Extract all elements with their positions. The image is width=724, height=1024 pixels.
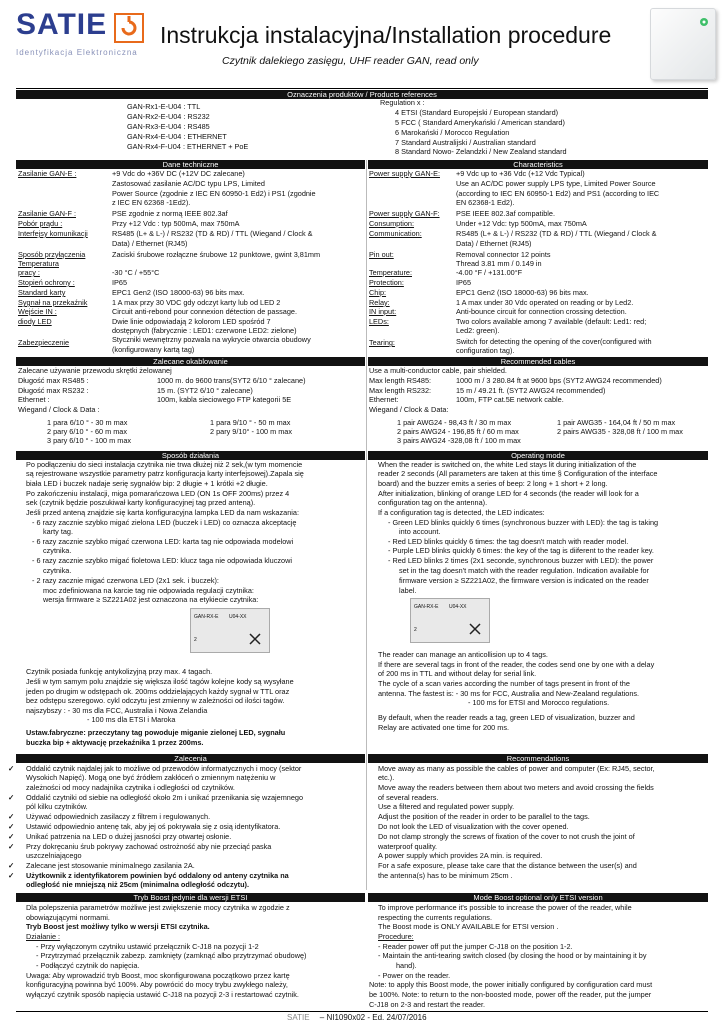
text-line: If a configuration tag is detected, the LED indicates: <box>378 508 545 517</box>
text-line: Do not clamp strongly the screws of fixation of the cover to not crush the joint of <box>378 832 635 841</box>
text-line: firmware version ≥ SZ221A02, the firmware version is indicated on the reader <box>399 576 649 585</box>
text-line: Use a multi-conductor cable, pair shielded. <box>369 366 507 375</box>
logo-mark-icon <box>114 13 144 43</box>
text-line: Tearing: <box>369 338 395 347</box>
text-line: (konfigurowany kartą tag) <box>112 345 195 354</box>
text-line: Używać odpowiednich zasilaczy z filtrem i regulowanych. <box>26 812 211 821</box>
checkmark-icon: ✓ <box>8 842 15 851</box>
text-line: etc.). <box>378 773 395 782</box>
text-line: 8 Standard Nowo- Zelandzki / New Zealand standard <box>395 147 567 156</box>
firmware-label-image-pl <box>190 608 270 653</box>
text-line: By default, when the reader reads a tag, green LED of visualization, buzzer and <box>378 713 635 722</box>
text-line: Anti-bounce circuit for connection crossing detection. <box>456 307 627 316</box>
text-line: Wiegand / Clock & Data : <box>18 405 100 414</box>
text-line: the antenna(s) has to be minimum 25cm . <box>378 871 513 880</box>
text-line: - Reader power off put the jumper C-J18 on the position 1-2. <box>378 942 573 951</box>
text-line: Move away as many as possible the cables of power and computer (Ex: RJ45, sector, <box>378 764 655 773</box>
logo-text: SATIE <box>16 8 108 41</box>
text-line: Max length RS232: <box>369 386 432 395</box>
text-line: 15 m / 49.21 ft. (SYT2 AWG24 recommended) <box>456 386 606 395</box>
text-line: Zalecane używanie przewodu skrętki żelowanej <box>18 366 172 375</box>
cross-mark-icon <box>249 633 261 645</box>
text-line: antenna. The fastest is: - 30 ms for FCC, Australia and New-Zealand regulations. <box>378 689 640 698</box>
text-line: Two colors available among 7 available (default: Led1: red; <box>456 317 647 326</box>
text-line: hand). <box>396 961 417 970</box>
text-line: odległość nie mniejszą niż 25cm (minimalna odległość odczytu). <box>26 880 250 889</box>
text-line: into account. <box>399 527 441 536</box>
section-characteristics: Characteristics <box>368 160 708 169</box>
text-line: Switch for detecting the opening of the cover(configured with <box>456 337 652 346</box>
text-line: 2 pary 6/10 ° - 60 m max <box>47 427 127 436</box>
text-line: respecting the currents regulations. <box>378 913 492 922</box>
text-line: Power supply GAN-E: <box>369 169 440 178</box>
checkmark-icon: ✓ <box>8 822 15 831</box>
text-line: Tryb Boost jest możliwy tylko w wersji ETSI czytnika. <box>26 922 210 931</box>
label-version: U04-XX <box>229 614 247 620</box>
text-line: zależności od mocy nadajnika czytnika i odległości od czytników. <box>26 783 235 792</box>
text-line: The reader can manage an anticollision up to 4 tags. <box>378 650 548 659</box>
text-line: After initialization, blinking of orange LED for 4 seconds (the reader will look for a <box>378 489 639 498</box>
text-line: Po podłączeniu do sieci instalacja czytnika nie trwa dłużej niż 2 sek,(w tym momencie <box>26 460 303 469</box>
text-line: są rejestrowane wszystkie parametry patrz konfiguracja karty interfejsowej).Zapala się <box>26 469 304 478</box>
text-line: Chip: <box>369 288 387 297</box>
text-line: +9 Vdc up to +36 Vdc (+12 Vdc Typical) <box>456 169 585 178</box>
text-line: Zasilanie GAN-F : <box>18 209 76 218</box>
column-divider <box>366 160 367 890</box>
section-tryb-boost: Tryb Boost jedynie dla wersji ETSI <box>16 893 365 902</box>
text-line: IN input: <box>369 307 397 316</box>
section-dane-techniczne: Dane techniczne <box>16 160 365 169</box>
text-line: dostępnych (fabrycznie : LED1: czerwone LED2: zielone) <box>112 326 297 335</box>
text-line: Temperatura <box>18 259 59 268</box>
text-line: 3 pary 6/10 ° - 100 m max <box>47 436 132 445</box>
text-line: Protection: <box>369 278 404 287</box>
text-line: label. <box>399 586 417 595</box>
text-line: 5 FCC ( Standard Amerykański / American standard) <box>395 118 565 127</box>
text-line: Unikać patrzenia na LED o dużej jasności przy otwartej osłonie. <box>26 832 232 841</box>
text-line: 1000 m / 3 280.84 ft at 9600 bps (SYT2 AWG24 recommended) <box>456 376 662 385</box>
text-line: Jeśli przed anteną znajdzie się karta konfiguracyjna lampka LED da nam wskazania: <box>26 508 299 517</box>
text-line: set in the tag doesn't match with the reader regulation. Indication available for <box>399 566 650 575</box>
text-line: Communication: <box>369 229 422 238</box>
text-line: Wejście IN : <box>18 307 57 316</box>
checkmark-icon: ✓ <box>8 871 15 880</box>
text-line: Oddalić czytniki od siebie na odległość około 2m i unikać przenikania się wzajemnego <box>26 793 304 802</box>
text-line: Ethernet: <box>369 395 399 404</box>
text-line: 2 pairs AWG35 - 328,08 ft / 100 m max <box>557 427 683 436</box>
text-line: C-J18 on 2-3 and restart the reader. <box>369 1000 486 1009</box>
text-line: GAN-Rx1-E-U04 : TTL <box>127 102 201 111</box>
section-zalecenia: Zalecenia <box>16 754 365 763</box>
text-line: jeden po drugim w odstępach ok. 200ms oddzielających każdy sygnał w TTL oraz <box>26 687 290 696</box>
text-line: Thread 3.81 mm / 0.149 in <box>456 259 542 268</box>
text-line: be 100%. Note: to return to the non-boosted mode, power off the reader, put the jumper <box>369 990 652 999</box>
text-line: - 100 ms for ETSI and Morocco regulations. <box>468 698 610 707</box>
text-line: Data) / Ethernet (RJ45) <box>112 239 188 248</box>
satie-logo <box>16 8 151 63</box>
text-line: Removal connector 12 points <box>456 250 551 259</box>
text-line: Oddalić czytnik najdalej jak to możliwe od przewodów informatycznych i mocy (sektor <box>26 764 302 773</box>
text-line: 1 para 6/10 ° - 30 m max <box>47 418 128 427</box>
text-line: RS485 (L+ & L-) / RS232 (TD & RD) / TTL (Wiegand / Clock & <box>112 229 313 238</box>
text-line: Działanie : <box>26 932 61 941</box>
text-line: Zabezpieczenie <box>18 338 70 347</box>
text-line: Dla polepszenia parametrów możliwe jest zwiększenie mocy czytnika w zgodzie z <box>26 903 290 912</box>
text-line: 7 Standard Australijski / Australian standard <box>395 138 536 147</box>
section-recommendations: Recommendations <box>368 754 708 763</box>
text-line: Ustawić odpowiednio antenę tak, aby jej oś pokrywała się z osią identyfikatora. <box>26 822 281 831</box>
reader-product-image <box>650 8 716 80</box>
text-line: czytnika. <box>43 566 72 575</box>
text-line: -30 °C / +55°C <box>112 268 160 277</box>
text-line: - Przy wyłączonym czytniku ustawić przełącznik C-J18 na pozycji 1-2 <box>36 942 259 951</box>
checkmark-icon: ✓ <box>8 793 15 802</box>
text-line: z IEC EN 62368 -1Ed2). <box>112 198 191 207</box>
footer <box>287 1013 427 1022</box>
text-line: For a safe exposure, please take care that the distance between the user(s) and <box>378 861 637 870</box>
checkmark-icon: ✓ <box>8 812 15 821</box>
text-line: 100m, FTP cat.5E network cable. <box>456 395 564 404</box>
text-line: PSE IEEE 802.3af compatible. <box>456 209 555 218</box>
text-line: Po zakończeniu instalacji, miga pomarańczowa LED (ON 1s OFF 200ms) przez 4 <box>26 489 290 498</box>
text-line: - Maintain the anti-tearing switch closed (by closing the hood or by maintaining it by <box>378 951 647 960</box>
text-line: Max length RS485: <box>369 376 432 385</box>
text-line: - Podłączyć czytnik do napięcia. <box>36 961 140 970</box>
page-title: Instrukcja instalacyjna/Installation procedure <box>160 22 612 48</box>
text-line: 3 pairs AWG24 -328,08 ft / 100 m max <box>397 436 521 445</box>
section-operating-mode: Operating mode <box>368 451 708 460</box>
text-line: 1 para 9/10 ° - 50 m max <box>210 418 291 427</box>
text-line: Zastosować zasilanie AC/DC typu LPS, Limited <box>112 179 265 188</box>
section-recommended-cables: Recommended cables <box>368 357 708 366</box>
text-line: karty tag. <box>43 527 74 536</box>
text-line: wyłączyć czytnik sposób napięcia ustawić C-J18 na pozycji 2-3 i restartować czytnik. <box>26 990 299 999</box>
text-line: najszybszy : - 30 ms dla FCC, Australia i Nowa Zelandia <box>26 706 208 715</box>
text-line: GAN-Rx3-E-U04 : RS485 <box>127 122 210 131</box>
text-line: To improve performance it's possible to increase the power of the reader, while <box>378 903 632 912</box>
checkmark-icon: ✓ <box>8 861 15 870</box>
text-line: - 2 razy zacznie migać czerwona LED (2x1 sek. i buczek): <box>32 576 219 585</box>
cross-mark-icon <box>469 623 481 635</box>
text-line: 15 m. (SYT2 6/10 ° zalecane) <box>157 386 253 395</box>
text-line: - 6 razy zacznie szybko migać zielona LED (buczek i LED) co oznacza akceptację <box>32 518 297 527</box>
checkmark-icon: ✓ <box>8 764 15 773</box>
text-line: configuration tag). <box>456 346 515 355</box>
text-line: A power supply which provides 2A min. is required. <box>378 851 543 860</box>
label-model: GAN-RX-E <box>194 614 219 620</box>
text-line: Standard karty <box>18 288 66 297</box>
page-subtitle: Czytnik dalekiego zasięgu, UHF reader GAN, read only <box>222 55 479 67</box>
label-index: 2 <box>414 627 417 633</box>
text-line: Uwaga: Aby wprowadzić tryb Boost, moc skonfigurowana początkowo przez kartę <box>26 971 290 980</box>
text-line: 6 Marokański / Morocco Regulation <box>395 128 510 137</box>
text-line: - Purple LED blinks quickly 6 times: the key of the tag is diiferent to the reader key. <box>388 546 654 555</box>
text-line: Jeśli w tym samym polu znajdzie się większa ilość tagów kolejne kody są wysyłane <box>26 677 294 686</box>
text-line: Przy dokręcaniu śrub pokrywy zachować ostrożność aby nie przeciąć paska <box>26 842 272 851</box>
text-line: wersja firmware ≥ SZ221A02 jest oznaczona na etykiecie czytnika: <box>43 595 259 604</box>
text-line: Stopień ochrony : <box>18 278 75 287</box>
text-line: - Red LED blinks quickly 6 times: the tag doesn't match with reader model. <box>388 537 629 546</box>
text-line: - 6 razy zacznie szybko migać czerwona LED: karta tag nie odpowiada modelowi <box>32 537 294 546</box>
text-line: 1000 m. do 9600 trans(SYT2 6/10 ° zalecane) <box>157 376 306 385</box>
text-line: Use an AC/DC power supply LPS type, Limited Power Source <box>456 179 656 188</box>
text-line: Under +12 Vdc: typ 500mA, max 750mA <box>456 219 587 228</box>
text-line: EPC1 Gen2 (ISO 18000-63) 96 bits max. <box>456 288 589 297</box>
text-line: The cycle of a scan varies according the number of tags present in front of the <box>378 679 630 688</box>
text-line: Długość max RS485 : <box>18 376 89 385</box>
text-line: 1 A max przy 30 VDC gdy odczyt karty lub od LED 2 <box>112 298 281 307</box>
text-line: waterproof quality. <box>378 842 438 851</box>
label-model: GAN-RX-E <box>414 604 439 610</box>
text-line: Consumption: <box>369 219 415 228</box>
label-version: U04-XX <box>449 604 467 610</box>
text-line: board) and the buzzer emits a series of beep: 2 long + 1 short + 2 long. <box>378 479 608 488</box>
text-line: Sygnał na przekaźnik <box>18 298 88 307</box>
text-line: -4.00 °F / +131.00°F <box>456 268 523 277</box>
text-line: pracy : <box>18 268 40 277</box>
text-line: Procedure: <box>378 932 414 941</box>
text-line: When the reader is switched on, the white Led stays lit during initialization of the <box>378 460 637 469</box>
text-line: If there are several tags in front of the reader, the codes send one by one with a delay <box>378 660 655 669</box>
text-line: +9 Vdc do +36V DC (+12V DC zalecane) <box>112 169 245 178</box>
text-line: Temperature: <box>369 268 412 277</box>
text-line: Note: to apply this Boost mode, the power initially configured by configuration card must <box>369 980 653 989</box>
text-line: - Green LED blinks quickly 6 times (synchronous buzzer with LED): the tag is taking <box>388 518 659 527</box>
text-line: Użytkownik z identyfikatorem powinien być oddalony od anteny czytnika na <box>26 871 289 880</box>
text-line: pól kilku czytników. <box>26 802 88 811</box>
footer-reference: – NI1090x02 - Ed. 24/07/2016 <box>319 1013 427 1022</box>
text-line: 1 pair AWG24 - 98,43 ft / 30 m max <box>397 418 512 427</box>
text-line: 4 ETSI (Standard Europejski / European standard) <box>395 108 559 117</box>
text-line: - Power on the reader. <box>378 971 451 980</box>
footer-rule <box>16 1011 708 1012</box>
text-line: Czytnik posiada funkcję antykolizyjną przy max. 4 tagach. <box>26 667 213 676</box>
text-line: Ethernet : <box>18 395 50 404</box>
checkmark-icon: ✓ <box>8 832 15 841</box>
text-line: obowiązującymi normami. <box>26 913 110 922</box>
text-line: configuration tag on the antenna). <box>378 498 488 507</box>
text-line: RS485 (L+ & L-) / RS232 (TD & RD) / TTL (Wiegand / Clock & <box>456 229 657 238</box>
text-line: 2 pary 9/10° - 100 m max <box>210 427 293 436</box>
text-line: Relay are activated one time for 200 ms. <box>378 723 510 732</box>
firmware-label-image-en <box>410 598 490 643</box>
status-led-icon <box>699 17 709 27</box>
text-line: reader 2 seconds (All parameters are taken at this time § Configuration of the interface <box>378 469 658 478</box>
text-line: moc zdefiniowana na karcie tag nie odpowiada regulacji czytnika: <box>43 586 254 595</box>
text-line: LEDs: <box>369 317 389 326</box>
text-line: diody LED <box>18 317 52 326</box>
text-line: Długość max RS232 : <box>18 386 89 395</box>
text-line: Zasilanie GAN-E : <box>18 169 77 178</box>
header-rule <box>16 88 708 89</box>
footer-brand: SATIE <box>287 1013 310 1022</box>
text-line: Regulation x : <box>380 98 425 107</box>
text-line: 100m, kabla sieciowego FTP kategorii 5E <box>157 395 292 404</box>
text-line: Pin out: <box>369 250 394 259</box>
text-line: Interfejsy komunikacji <box>18 229 88 238</box>
text-line: GAN-Rx4-F-U04 : ETHERNET + PoE <box>127 142 249 151</box>
text-line: (according to IEC EN 60950-1 Ed2) and PS1 (according to IEC <box>456 189 660 198</box>
text-line: Relay: <box>369 298 390 307</box>
text-line: IP65 <box>112 278 128 287</box>
section-sposob-dzialania: Sposób działania <box>16 451 365 460</box>
text-line: - 6 razy zacznie szybko migać fioletowa LED: klucz taga nie odpowiada kluczowi <box>32 556 292 565</box>
text-line: - Red LED blinks 2 times (2x1 seconde, synchronous buzzer with LED): the power <box>388 556 654 565</box>
text-line: Ustaw.fabryczne: przeczytany tag powoduje miganie zielonej LED, sygnału <box>26 728 286 737</box>
text-line: Dwie linie odpowiadają 2 kolorom LED spośród 7 <box>112 317 271 326</box>
text-line: Wiegand / Clock & Data: <box>369 405 449 414</box>
text-line: Sposób przyłączenia <box>18 250 86 259</box>
text-line: Pobór prądu : <box>18 219 63 228</box>
text-line: Styczniki wewnętrzny pozwala na wykrycie otwarcia obudowy <box>112 335 311 344</box>
text-line: GAN-Rx2-E-U04 : RS232 <box>127 112 210 121</box>
text-line: Przy +12 Vdc : typ 500mA, max 750mA <box>112 219 240 228</box>
text-line: czytnika. <box>43 546 72 555</box>
text-line: EN 62368-1 Ed2). <box>456 198 515 207</box>
text-line: Circuit anti-rebond pour connexion détection de passage. <box>112 307 297 316</box>
text-line: IP65 <box>456 278 472 287</box>
text-line: 2 pairs AWG24 - 196,85 ft / 60 m max <box>397 427 519 436</box>
logo-tagline: Identyfikacja Elektroniczna <box>16 48 138 57</box>
text-line: GAN-Rx4-E-U04 : ETHERNET <box>127 132 227 141</box>
text-line: Move away the readers between them about two meters and avoid crossing the fields <box>378 783 654 792</box>
text-line: PSE zgodnie z normą IEEE 802.3af <box>112 209 228 218</box>
text-line: The Boost mode is ONLY AVAILABLE for ETSI version . <box>378 922 559 931</box>
text-line: Use a filtered and regulated power supply. <box>378 802 515 811</box>
label-index: 2 <box>194 637 197 643</box>
section-zalecane-okablowanie: Zalecane okablowanie <box>16 357 365 366</box>
text-line: buczka bip + aktywację przekaźnika 1 przez 200ms. <box>26 738 204 747</box>
text-line: uszczelniającego <box>26 851 82 860</box>
text-line: 1 pair AWG35 - 164,04 ft / 50 m max <box>557 418 676 427</box>
text-line: Do not look the LED of visualization with the cover opened. <box>378 822 569 831</box>
text-line: sek (czytnik będzie poszukiwał karty konfiguracyjnej tag przed anteną). <box>26 498 256 507</box>
text-line: bez odstępu szeregowo. cykl odczytu jest zmienny w zależności od ilości tagów. <box>26 696 285 705</box>
text-line: Adjust the position of the reader in order to be parallel to the tags. <box>378 812 590 821</box>
text-line: Power supply GAN-F: <box>369 209 440 218</box>
text-line: Led2: green). <box>456 326 500 335</box>
text-line: of 200 ms in TTL and without delay for serial link. <box>378 669 537 678</box>
text-line: Zaciski śrubowe rozłączne śrubowe 12 punktowe, gwint 3,81mm <box>112 250 321 259</box>
text-line: of several readers. <box>378 793 439 802</box>
section-oznaczenia: Oznaczenia produktów / Products references <box>16 90 708 99</box>
section-mode-boost: Mode Boost optional only ETSI version <box>368 893 708 902</box>
text-line: - 100 ms dla ETSI i Maroka <box>87 715 176 724</box>
text-line: EPC1 Gen2 (ISO 18000-63) 96 bits max. <box>112 288 245 297</box>
text-line: biała LED i buczek nadaje serię sygnałów bip: 2 długie + 1 krótki +2 długie. <box>26 479 268 488</box>
text-line: konfiguracyjną powinna być 100%. Aby powrócić do mocy trybu zwykłego należy, <box>26 980 288 989</box>
text-line: - Przytrzymać przełącznik zabezp. zamknięty (zamknąć albo przytrzymać obudowę) <box>36 951 307 960</box>
text-line: Wysokich Napięć). Mogą one być źródłem zakłóceń o zmiennym natężeniu w <box>26 773 276 782</box>
text-line: 1 A max under 30 Vdc operated on reading or by Led2. <box>456 298 634 307</box>
text-line: Zalecane jest stosowanie minimalnego zasilania 2A. <box>26 861 195 870</box>
text-line: Power Source (zgodnie z IEC EN 60950-1 Ed2) i PS1 (zgodnie <box>112 189 316 198</box>
text-line: Data) / Ethernet (RJ45) <box>456 239 532 248</box>
